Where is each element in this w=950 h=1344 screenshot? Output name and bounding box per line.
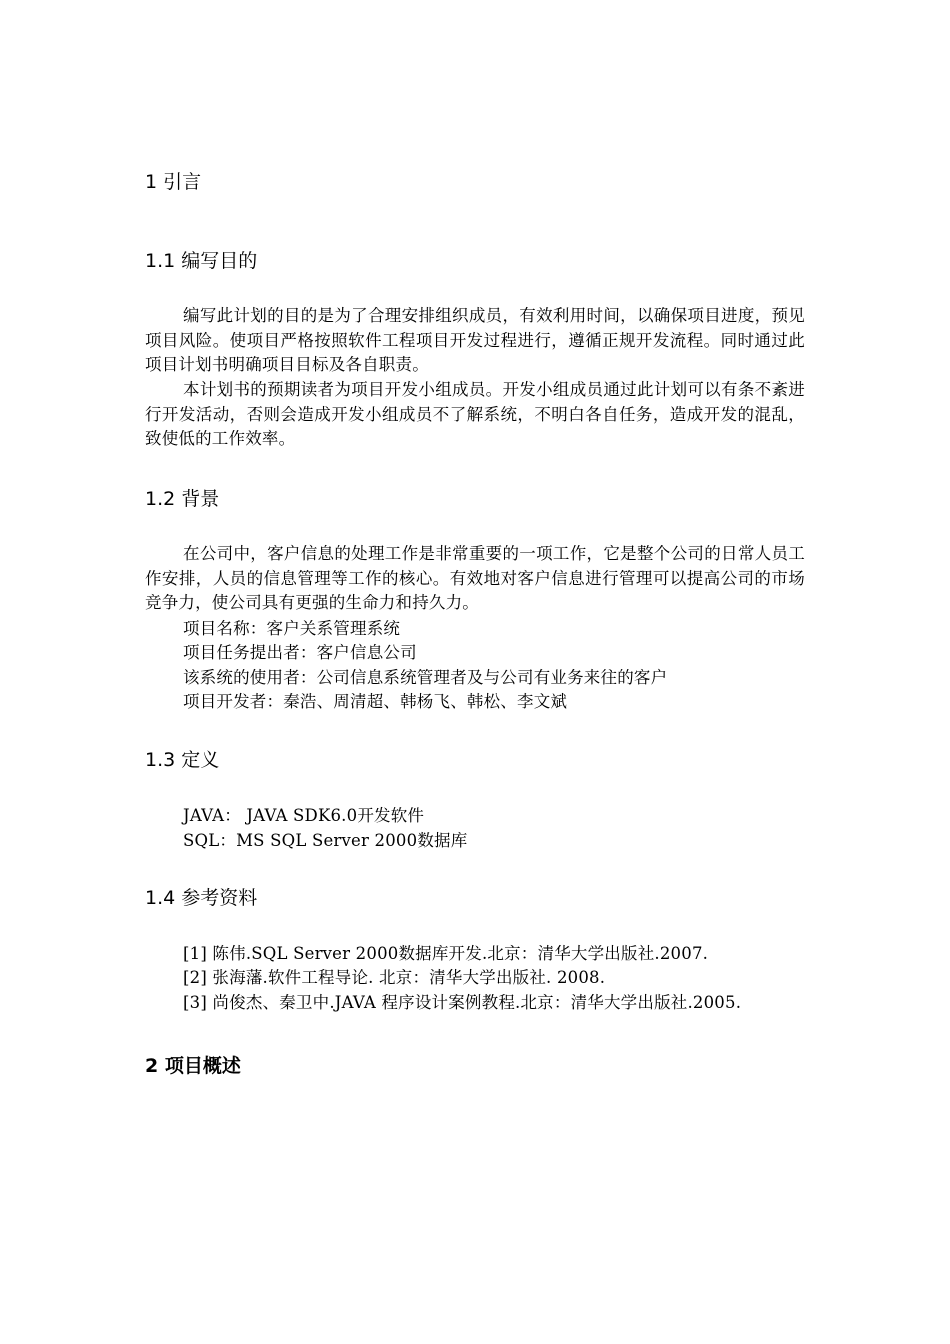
section-heading-project-overview: 2 项目概述: [145, 1055, 241, 1077]
reference-item-1: [1] 陈伟.SQL Server 2000数据库开发.北京：清华大学出版社.2007.: [183, 944, 709, 963]
project-name-line: 项目名称：客户关系管理系统: [183, 619, 401, 638]
section-heading-definitions: 1.3 定义: [145, 749, 220, 771]
reference-item-2: [2] 张海藩.软件工程导论. 北京：清华大学出版社. 2008.: [183, 968, 606, 987]
system-users-line: 该系统的使用者：公司信息系统管理者及与公司有业务来往的客户: [183, 668, 668, 687]
definition-java: JAVA： JAVA SDK6.0开发软件: [183, 806, 425, 825]
reference-item-3: [3] 尚俊杰、秦卫中.JAVA 程序设计案例教程.北京：清华大学出版社.2005.: [183, 993, 742, 1012]
project-developers-line: 项目开发者：秦浩、周清超、韩杨飞、韩松、李文斌: [183, 692, 568, 711]
definition-sql: SQL：MS SQL Server 2000数据库: [183, 831, 468, 850]
background-paragraph: 在公司中，客户信息的处理工作是非常重要的一项工作，它是整个公司的日常人员工作安排，人员的信息管理等工作的核心。有效地对客户信息进行管理可以提高公司的市场竞争力，使公司具有更强的生命力和持久力。: [145, 544, 805, 612]
section-heading-purpose: 1.1 编写目的: [145, 250, 258, 272]
section-heading-references: 1.4 参考资料: [145, 887, 258, 909]
project-proposer-line: 项目任务提出者：客户信息公司: [183, 643, 417, 662]
purpose-paragraph-1: 编写此计划的目的是为了合理安排组织成员，有效利用时间，以确保项目进度，预见项目风险。使项目严格按照软件工程项目开发过程进行，遵循正规开发流程。同时通过此项目计划书明确项目目标及各自职责。: [145, 306, 805, 374]
purpose-paragraph-2: 本计划书的预期读者为项目开发小组成员。开发小组成员通过此计划可以有条不紊进行开发活动，否则会造成开发小组成员不了解系统，不明白各自任务，造成开发的混乱，致使低的工作效率。: [145, 380, 805, 448]
section-heading-background: 1.2 背景: [145, 488, 220, 510]
section-heading-introduction: 1 引言: [145, 171, 202, 193]
